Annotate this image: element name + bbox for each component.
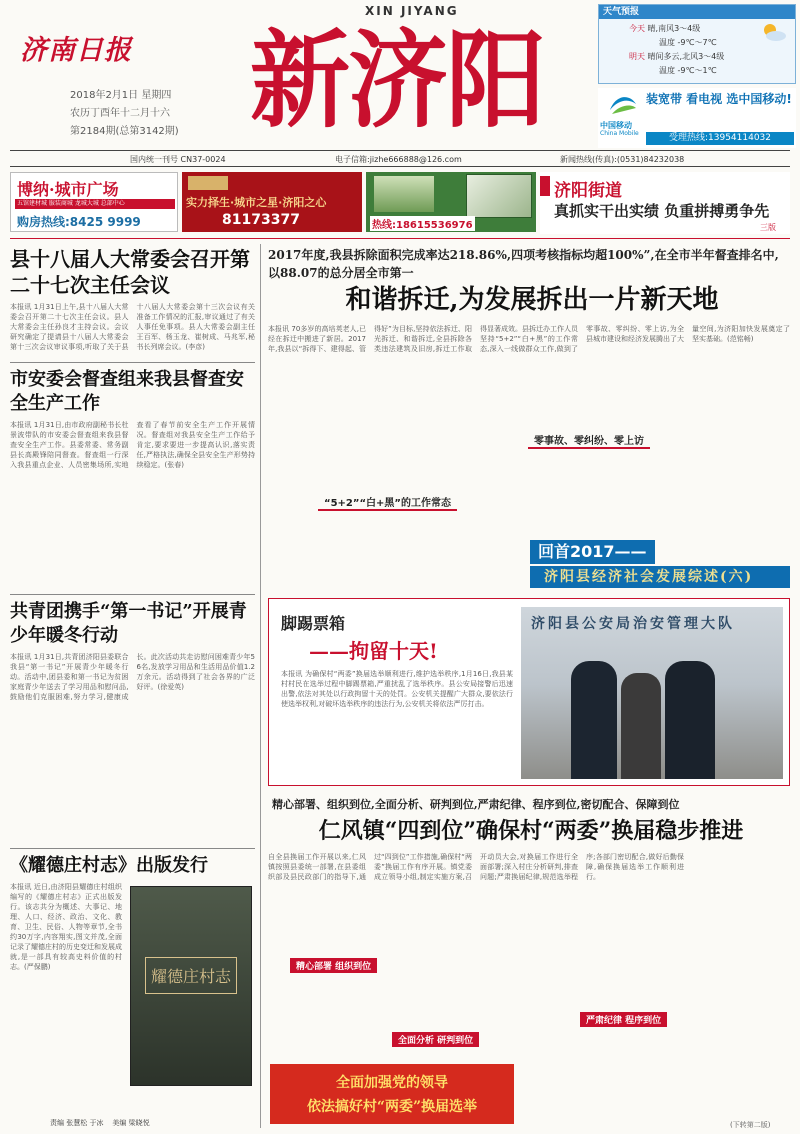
- mobile-ad-phone: 受理热线:13954114032: [646, 132, 794, 145]
- china-mobile-logo-icon: [606, 92, 640, 118]
- weather-row: 今天 晴,南风3～4级: [629, 24, 701, 33]
- issue-number: 第2184期(总第3142期): [70, 126, 179, 137]
- village-headline: 仁风镇“四到位”确保村“两委”换届稳步推进: [318, 818, 744, 844]
- ticket-box: [268, 598, 790, 786]
- mobile-logo-en: China Mobile: [600, 130, 639, 137]
- email: 电子信箱:jizhe666888@126.com: [335, 155, 462, 164]
- ad-bozhong[interactable]: [10, 172, 178, 232]
- police-officer-left: [571, 661, 617, 779]
- chronicle-book-cover: [130, 886, 252, 1086]
- weather-row: 温度 -9℃～7℃: [659, 38, 717, 47]
- parent-paper-logo: 济南日报: [20, 35, 132, 66]
- lead-kicker: 2017年度,我县拆除面积完成率达218.86%,四项考核指标均超100%”,在全市半年督查排名中,以88.07的总分居全市第一: [268, 248, 779, 280]
- lead-body: 本报讯 70多岁的高培英老人,已经在拆迁中搬进了新居。2017年,我县以“拆得下、建得起、管得好”为目标,坚持依法拆迁、阳光拆迁、和谐拆迁,全县拆除各类违法建筑及旧房,拆迁工作取得显著成效。县拆迁办工作人员坚持“5+2”“白+黑”的工作常态,深入一线做群众工作,做到了零事故、零纠纷、零上访,为全县城市建设和经济发展腾出了大量空间,为济阳加快发展奠定了坚实基础。(范铭畅): [268, 325, 790, 353]
- hotline: 新闻热线(传真):(0531)84232038: [560, 155, 685, 164]
- ad-bozhong-name: 博纳·城市广场: [17, 180, 119, 199]
- chronicle-headline: 《耀德庄村志》出版发行: [10, 855, 208, 876]
- masthead-rule: [10, 150, 790, 151]
- renda-body: 本报讯 1月31日上午,县十八届人大常委会召开第二十七次主任会议。县人大常委会主任孙良才主持会议。会议研究确定了提请县十八届人大常委会第十三次会议审议事项,听取了关于县十八届人大常委会第十三次会议有关准备工作情况的汇报,审议通过了有关人事任免事项。县人大常委会副主任王百军、杨玉龙、崔树成、马兆军,秘书长列席会议。(李彦): [10, 303, 255, 351]
- lunar-date: 农历丁酉年十二月十六: [70, 108, 170, 119]
- weather-row: 温度 -9℃～1℃: [659, 66, 717, 75]
- ad-agri-phone: 热线:18615536976: [370, 216, 475, 231]
- qingtuan-headline: 共青团携手“第一书记”开展青少年暖冬行动: [10, 601, 247, 646]
- weather-title: 天气预报: [599, 5, 795, 19]
- ad-huazhong-phone: 81173377: [222, 212, 300, 228]
- weather-box: [598, 4, 796, 84]
- weather-sun-icon: [759, 21, 787, 43]
- detainee: [621, 673, 661, 779]
- issue-date: 2018年2月1日 星期四: [70, 90, 172, 101]
- review-banner: [530, 540, 790, 590]
- masthead-rule: [10, 166, 790, 167]
- ad-rule: [10, 238, 790, 239]
- street-page-tag: 三版: [760, 223, 776, 232]
- anwei-headline: 市安委会督查组来我县督查安全生产工作: [10, 369, 244, 414]
- mobile-ad[interactable]: [598, 88, 796, 148]
- page-editors: 责编 张慧松 于冰 美编 梁晓悦: [50, 1119, 150, 1127]
- ad-agri[interactable]: [366, 172, 536, 232]
- mobile-ad-slogan: 装宽带 看电视 选中国移动!: [646, 92, 792, 106]
- ad-huazhong-slogan: 实力择生·城市之星·济阳之心: [186, 196, 327, 209]
- slogan-line-2: 依法搞好村“两委”换届选举: [306, 1099, 478, 1115]
- cn-code: 国内统一刊号 CN37-0024: [130, 155, 226, 164]
- qingtuan-body: 本报讯 1月31日,共青团济阳县委联合我县“第一书记”开展青少年暖冬行动。活动中,团县委和第一书记为贫困家庭青少年送去了学习用品和慰问品,鼓励他们克服困难,努力学习,健康成长。此次活动共走访慰问困难青少年56名,发放学习用品和生活用品价值1.2万余元。活动得到了社会各界的广泛好评。(徐爱英): [10, 653, 255, 701]
- rule: [10, 848, 255, 849]
- village-slogan-box: [270, 1064, 514, 1124]
- mobile-logo-text: 中国移动: [600, 121, 632, 130]
- street-badge-icon: [540, 176, 550, 196]
- street-name: 济阳街道: [554, 181, 622, 201]
- ad-street: [540, 172, 790, 234]
- lead-subhead-1: “5+2”“白+黑”的工作常态: [318, 494, 457, 511]
- masthead-pinyin: XIN JIYANG: [365, 4, 459, 18]
- chronicle-body: 本报讯 近日,由济阳县耀德庄村组织编写的《耀德庄村志》正式出版发行。该志共分为概述、大事记、地理、人口、经济、政治、文化、教育、卫生、民俗、人物等章节,全书约30万字,内容翔实,图文并茂,全面记录了耀德庄村的历史变迁和发展成就,是一部具有较高史料价值的村志。(严保鹏): [10, 883, 122, 971]
- village-subhead-1: 精心部署 组织到位: [290, 958, 377, 973]
- village-body: 自全县换届工作开展以来,仁风镇按照县委统一部署,在县委组织部及县民政部门的指导下,通过“四到位”工作措施,确保村“两委”换届工作有序开展。镇党委成立领导小组,制定实施方案,召开动员大会,对换届工作进行全面部署;深入村庄分析研判,排查问题;严肃换届纪律,规范选举程序;各部门密切配合,做好后勤保障,确保换届选举工作顺利进行。: [268, 853, 684, 881]
- ad-bozhong-phone: 购房热线:8425 9999: [17, 215, 141, 229]
- continued-note: (下转第二版): [730, 1121, 771, 1129]
- village-subhead-2: 全面分析 研判到位: [392, 1032, 479, 1047]
- rule: [10, 594, 255, 595]
- ad-agri-bag-image: [374, 176, 434, 212]
- ad-agri-product-image: [466, 174, 532, 218]
- lead-headline: 和谐拆迁,为发展拆出一片新天地: [345, 285, 719, 315]
- ad-huazhong-logo-icon: [188, 176, 228, 190]
- photo-banner-text: 济阳县公安局治安管理大队: [531, 616, 735, 632]
- village-kicker: 精心部署、组织到位,全面分析、研判到位,严肃纪律、程序到位,密切配合、保障到位: [272, 798, 680, 811]
- ticket-headline: ——拘留十天!: [309, 639, 438, 663]
- renda-headline: 县十八届人大常委会召开第二十七次主任会议: [10, 247, 250, 297]
- review-title: 回首2017——: [530, 540, 655, 564]
- ticket-body: 本报讯 为确保村“两委”换届选举顺利进行,维护选举秩序,1月16日,我县某村村民在选举过程中脚踢票箱,严重扰乱了选举秩序。县公安局接警后迅速出警,依法对其处以行政拘留十天的处罚。公安机关提醒广大群众,要依法行使选举权利,对破坏选举秩序的违法行为,公安机关将依法严厉打击。: [281, 670, 513, 708]
- ad-bozhong-tags: 五馆建材城 服装商城 龙城大城 总部中心: [15, 199, 175, 209]
- rule: [10, 362, 255, 363]
- lead-subhead-2: 零事故、零纠纷、零上访: [528, 432, 650, 449]
- police-photo: [521, 607, 783, 779]
- ticket-kicker: 脚踢票箱: [281, 614, 346, 633]
- village-subhead-3: 严肃纪律 程序到位: [580, 1012, 667, 1027]
- weather-row: 明天 晴间多云,北风3～4级: [629, 52, 725, 61]
- police-officer-right: [665, 661, 715, 779]
- masthead-title: 新济阳: [250, 18, 544, 142]
- review-subtitle: 济阳县经济社会发展综述(六): [530, 566, 790, 588]
- column-divider: [260, 244, 261, 1128]
- book-title: 耀德庄村志: [145, 957, 237, 994]
- ad-huazhong[interactable]: [182, 172, 362, 232]
- street-slogan: 真抓实干出实绩 负重拼搏勇争先: [554, 202, 770, 220]
- anwei-body: 本报讯 1月31日,由市政府副秘书长杜景波带队的市安委会督查组来我县督查安全生产工作。县委常委、常务副县长高殿锋陪同督查。督查组一行深入我县重点企业、人员密集场所,实地查看了春节前安全生产工作开展情况。督查组对我县安全生产工作给予肯定,要求要进一步提高认识,落实责任,严格执法,确保全县安全生产形势持续稳定。(张春): [10, 421, 255, 469]
- slogan-line-1: 全面加强党的领导: [336, 1075, 448, 1091]
